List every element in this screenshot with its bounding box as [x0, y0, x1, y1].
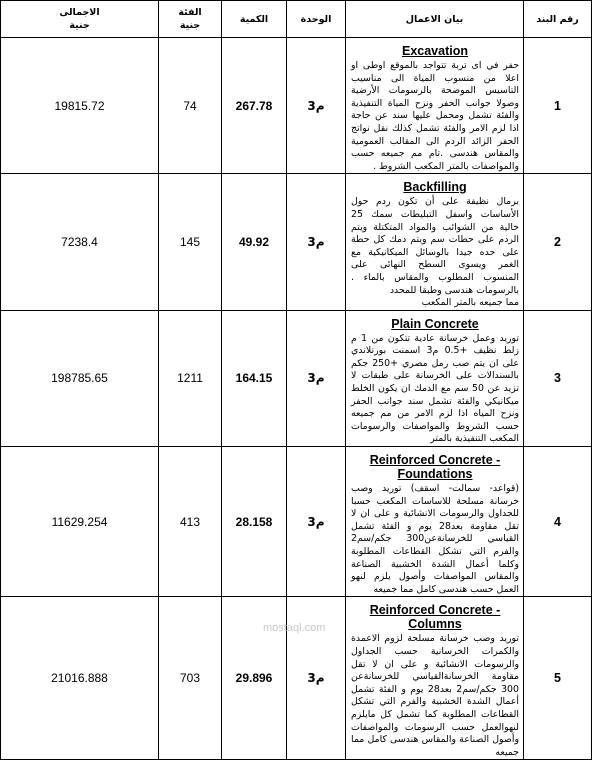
header-quantity: الكمية	[222, 1, 287, 38]
item-unit: م3	[287, 447, 346, 597]
item-number: 1	[524, 38, 592, 174]
item-quantity: 164.15	[222, 310, 287, 446]
item-unit: م3	[287, 38, 346, 174]
item-description-cell	[346, 38, 524, 174]
item-title: Plain Concrete	[391, 316, 479, 331]
item-quantity: 49.92	[222, 174, 287, 310]
watermark: mostaql.com	[263, 622, 326, 634]
item-description-cell	[346, 310, 524, 446]
item-total: 198785.65	[1, 310, 159, 446]
item-number: 3	[524, 310, 592, 446]
item-rate: 145	[159, 174, 222, 310]
header-row	[1, 1, 592, 38]
item-quantity: 29.896	[222, 597, 287, 760]
item-title: Reinforced Concrete - Columns	[369, 603, 501, 632]
table-row	[1, 310, 592, 446]
item-rate: 1211	[159, 310, 222, 446]
item-number: 5	[524, 597, 592, 760]
table-row	[1, 447, 592, 597]
item-description-cell	[346, 447, 524, 597]
table-body	[1, 38, 592, 760]
header-total: الاجمالى جنية	[1, 1, 159, 38]
item-description: توريد وعمل خرسانة عادية تتكون من 1 م زلط نظيف +0.5 م3 اسمنت بورتلاندي على ان يتم صب رمل مصري +250 جكم بالسندالات على الخرسانة على طبقات لا تزيد عن 50 سم مع الدمك ان يكون الخلط ميكانيكي والفئة تشمل سند جوانب الحفر ونزح المياه اذا لزم الامر من مم جميعه حسب الشروط والمواصفات والرسومات المكعب التنفيذية بالمتر	[351, 332, 519, 445]
item-rate: 703	[159, 597, 222, 760]
table-header	[1, 1, 592, 38]
header-item-no: رقم البند	[524, 1, 592, 38]
item-rate: 74	[159, 38, 222, 174]
table-row	[1, 597, 592, 760]
item-description: توريد وصب خرسانة مسلحة لزوم الاعمدة والكمرات الخرسانية حسب الجداول والرسومات الانشائية و على ان لا تقل مقاومة الخرسانةالقياسي للخرسانةعن 300 جكم/سم2 بعد28 يوم و الفئة تشمل أعمال الشدة الخشبية والفرم التي تشكل القطاعات المطلوبة كما تشمل كل مايلزم لنهوالعمل حسب الرسومات والمواصفات وأصول الصناعة والمقاس هندسى كامل مما جميعه	[351, 633, 519, 758]
item-total: 7238.4	[1, 174, 159, 310]
item-description-cell	[346, 597, 524, 760]
item-number: 4	[524, 447, 592, 597]
header-rate: الفئة جنية	[159, 1, 222, 38]
item-quantity: 28.158	[222, 447, 287, 597]
item-total: 11629.254	[1, 447, 159, 597]
item-quantity: 267.78	[222, 38, 287, 174]
item-total: 19815.72	[1, 38, 159, 174]
header-unit: الوحدة	[287, 1, 346, 38]
item-description: حفر في اى تربة تتواجد بالموقع اوطى او اعلا من منسوب المياة الى مناسيب التاسيس الموضحة بالرسومات الأرضية وصولا جوانب الحفر ونزح المياة التنفيذية والفئة تشمل ومحمل عليها سند عن حاجة اذا لزم الامر والفئة تشمل كذلك نقل نواتج الحفر الزائد الردم الى المقالب العمومية والمقاس هندسى .تام مم جميعه حسب والمواصفات بالمتر المكعب الشروط .	[351, 60, 519, 172]
item-title: Reinforced Concrete - Foundations	[369, 453, 501, 482]
header-description: بيان الاعمال	[346, 1, 524, 38]
item-description-cell	[346, 174, 524, 310]
table-row	[1, 174, 592, 310]
item-description: برمال نظيفة على أن تكون ردم حول الأساسات واسفل التبليطات سمك 25 خالية من الشوائب والمواد المتكتلة ويتم الردم على حطات سم ويتم دمك كل حطة على حده جيدا بالوسائل الميكانيكية مع الغمر ويسوى السطح النهائى على المنسوب المطلوب والمقاس بالماء . بالرسومات هندسى وطبقا للمحدد مما جميعه بالمتر المكعب	[351, 196, 519, 309]
item-unit: م3	[287, 310, 346, 446]
table-row	[1, 38, 592, 174]
item-title: Excavation	[401, 44, 468, 58]
item-unit: م3	[287, 597, 346, 760]
item-total: 21016.888	[1, 597, 159, 760]
item-number: 2	[524, 174, 592, 310]
item-unit: م3	[287, 174, 346, 310]
item-rate: 413	[159, 447, 222, 597]
item-description: (قواعد- سمالت- اسقف) توريد وصب خرسانة مسلحة للاساسات المكعب حسبا للجداول والرسومات الانشائية و على ان لا تقل مقاومة بعد28 يوم و الفئة تشمل القياسي للخرسانةعن300 جكم/سم2 والفرم التي تشكل القطاعات المطلوبة وكلما أعمال الشدة الخشبية الصناعة والمقاس المواصفات وأصول يلزم لنهو العمل حسب هندسى كامل مما جميعه	[351, 483, 519, 595]
item-title: Backfilling	[403, 180, 467, 195]
